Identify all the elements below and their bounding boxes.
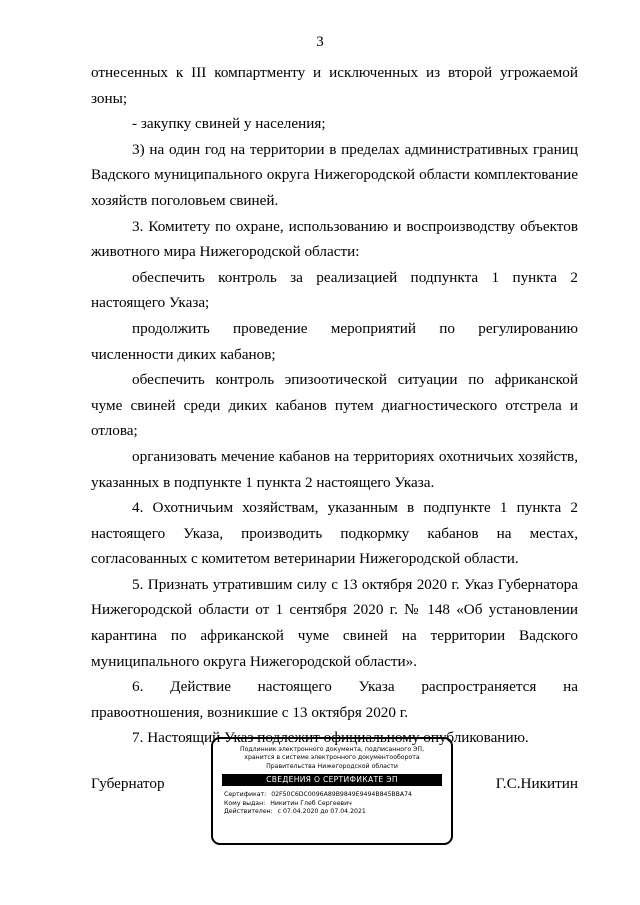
paragraph: продолжить проведение мероприятий по регулированию численности диких кабанов;	[91, 319, 578, 363]
signer-title: Губернатор	[91, 775, 165, 792]
stamp-header	[213, 739, 451, 771]
electronic-signature-stamp	[211, 737, 453, 845]
paragraph: 3) на один год на территории в пределах административных границ Вадского муниципального округа Нижегородской области комплектование хозяйств поголовьем свиней.	[91, 140, 578, 209]
paragraph: 4. Охотничьим хозяйствам, указанным в подпункте 1 пункта 2 настоящего Указа, производить подкормку кабанов на местах, согласованных с комитетом ветеринарии Нижегородской области.	[91, 499, 578, 568]
paragraph: 5. Признать утратившим силу с 13 октября 2020 г. Указ Губернатора Нижегородской области от 1 сентября 2020 г. № 148 «Об установлении карантина по африканской чуме свиней на территории Вадского муниципального округа Нижегородской области».	[91, 575, 578, 670]
stamp-header-line: Правительства Нижегородской области	[266, 762, 398, 770]
issued-to-value: Никитин Глеб Сергеевич	[270, 799, 352, 807]
paragraph: 3. Комитету по охране, использованию и воспроизводству объектов животного мира Нижегородской области:	[91, 217, 578, 261]
paragraph: 6. Действие настоящего Указа распространяется на правоотношения, возникшие с 13 октября 2020 г.	[91, 678, 578, 721]
validity-label: Действителен:	[224, 808, 273, 816]
paragraph: 7. Настоящий Указ подлежит официальному опубликованию.	[132, 729, 529, 747]
signer-name: Г.С.Никитин	[495, 775, 578, 792]
issued-to-label: Кому выдан:	[224, 799, 266, 807]
document-body	[91, 60, 578, 751]
paragraph: отнесенных к III компартменту и исключенных из второй угрожаемой зоны;	[91, 64, 578, 107]
paragraph: - закупку свиней у населения;	[132, 115, 326, 133]
certificate-label: Сертификат:	[224, 791, 267, 799]
issued-to-row	[224, 800, 440, 808]
stamp-header-line: хранится в системе электронного документооборота	[244, 754, 420, 762]
validity-row	[224, 808, 440, 816]
stamp-header-line: Подлинник электронного документа, подписанного ЭП,	[239, 746, 425, 753]
certificate-row	[224, 791, 440, 799]
validity-value: с 07.04.2020 до 07.04.2021	[277, 808, 366, 816]
page-number: 3	[316, 34, 324, 50]
stamp-details	[213, 786, 451, 816]
paragraph: организовать мечение кабанов на территориях охотничьих хозяйств, указанных в подпункте 1 пункта 2 настоящего Указа.	[91, 447, 578, 491]
paragraph: обеспечить контроль за реализацией подпункта 1 пункта 2 настоящего Указа;	[91, 268, 578, 312]
certificate-value: 02F50C6DC0096A89B9849E9494B845BBA74	[271, 791, 412, 799]
paragraph: обеспечить контроль эпизоотической ситуации по африканской чуме свиней среди диких кабанов путем диагностического отстрела и отлова;	[91, 371, 578, 440]
stamp-band: СВЕДЕНИЯ О СЕРТИФИКАТЕ ЭП	[222, 774, 442, 786]
